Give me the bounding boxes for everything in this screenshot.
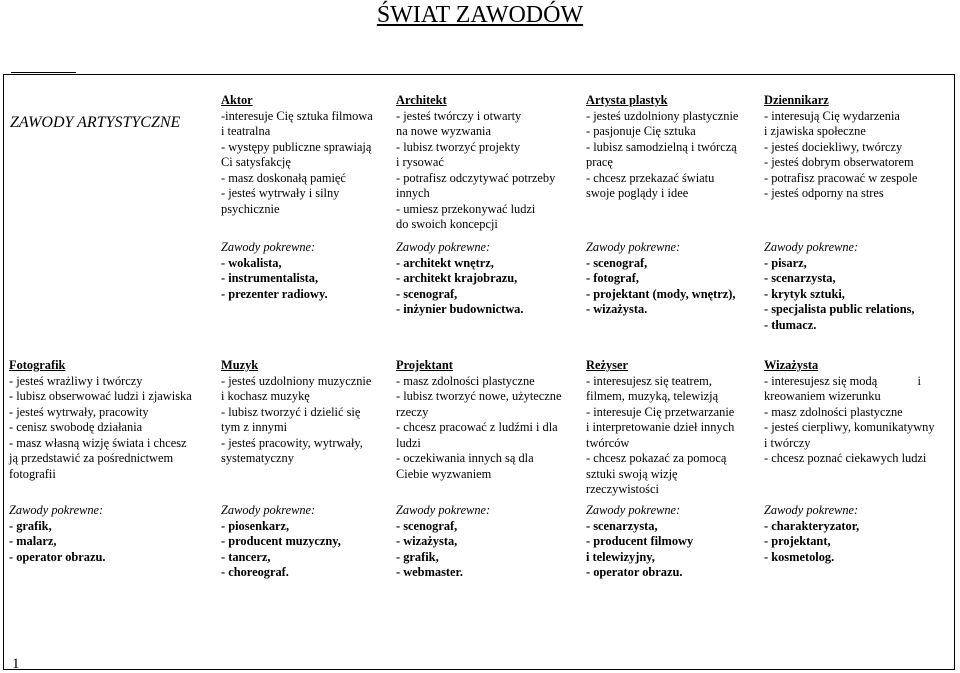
description-line: - masz doskonałą pamięć (221, 170, 346, 185)
description-line: Ciebie wyzwaniem (396, 466, 492, 481)
related-item: - operator obrazu. (586, 565, 683, 579)
related-item: - wokalista, (221, 255, 282, 270)
related-professions (764, 503, 859, 565)
description-line: - lubisz samodzielną i twórczą (586, 139, 737, 154)
related-item: - kosmetolog. (764, 549, 835, 564)
related-header: Zawody pokrewne: (764, 240, 859, 254)
description-line: rzeczy (396, 404, 429, 419)
related-professions (396, 240, 523, 318)
related-header: Zawody pokrewne: (764, 503, 859, 517)
page-title: ŚWIAT ZAWODÓW (376, 2, 584, 28)
description-line: - interesujesz się modą i (764, 373, 921, 388)
profession-name: Dziennikarz (764, 93, 829, 107)
profession-dziennikarz (764, 93, 917, 202)
profession-name: Architekt (396, 93, 447, 107)
related-header: Zawody pokrewne: (396, 503, 491, 517)
divider (11, 72, 76, 73)
related-header: Zawody pokrewne: (221, 503, 316, 517)
related-item: - projektant (mody, wnętrz), (586, 286, 736, 301)
description-line: i twórczy (764, 435, 811, 450)
related-professions (396, 503, 490, 581)
description-line: fotografii (9, 466, 56, 481)
related-item: i telewizyjny, (586, 549, 655, 564)
related-header: Zawody pokrewne: (586, 503, 681, 517)
related-header: Zawody pokrewne: (221, 240, 316, 254)
related-item: - scenograf, (396, 286, 458, 301)
profession-rezyser (586, 358, 734, 498)
profession-wizazysta (764, 358, 935, 467)
related-item: - grafik, (396, 549, 439, 564)
description-line: - jesteś uzdolniony plastycznie (586, 108, 739, 123)
description-line: - jesteś dobrym obserwatorem (764, 155, 914, 169)
description-line: i zjawiska społeczne (764, 124, 866, 138)
description-line: i interpretowanie dzieł innych (586, 420, 735, 434)
description-line: pracę (586, 155, 613, 169)
related-item: - instrumentalista, (221, 271, 319, 285)
profession-name: Projektant (396, 358, 453, 372)
description-line: - interesujesz się teatrem, (586, 373, 712, 388)
profession-name: Artysta plastyk (586, 93, 668, 107)
description-line: psychicznie (221, 201, 280, 216)
related-item: - architekt wnętrz, (396, 255, 494, 270)
profession-artysta-plastyk (586, 93, 738, 202)
description-line: - jesteś wrażliwy i twórczy (9, 373, 143, 388)
profession-name: Muzyk (221, 358, 259, 372)
description-line: - interesuje Cię przetwarzanie (586, 404, 735, 419)
related-item: - fotograf, (586, 271, 639, 285)
description-line: i rysować (396, 155, 444, 169)
profession-aktor (221, 93, 373, 217)
related-item: - scenarzysta, (586, 518, 658, 533)
related-item: - wizażysta, (396, 534, 458, 548)
related-item: - specjalista public relations, (764, 302, 915, 316)
section-label: ZAWODY ARTYSTYCZNE (10, 114, 181, 131)
profession-name: Aktor (221, 93, 253, 107)
related-item: - architekt krajobrazu, (396, 271, 518, 285)
description-line: do swoich koncepcji (396, 217, 498, 231)
description-line: - umiesz przekonywać ludzi (396, 201, 536, 216)
description-line: tym z innymi (221, 420, 288, 434)
description-line: - jesteś twórczy i otwarty (396, 108, 522, 123)
profession-projektant (396, 358, 561, 482)
description-line: - jesteś pracowity, wytrwały, (221, 435, 363, 450)
profession-name: Reżyser (586, 358, 628, 372)
description-line: - lubisz tworzyć projekty (396, 139, 521, 154)
related-professions (586, 503, 693, 581)
related-item: - malarz, (9, 534, 57, 548)
description-line: - pasjonuje Cię sztuka (586, 124, 696, 138)
related-item: - choreograf. (221, 565, 289, 579)
related-professions (586, 240, 735, 318)
related-header: Zawody pokrewne: (9, 503, 104, 517)
related-item: - tancerz, (221, 549, 271, 564)
description-line: - jesteś wytrwały i silny (221, 186, 340, 200)
description-line: swoje poglądy i idee (586, 186, 689, 200)
description-line: ludzi (396, 435, 421, 450)
description-line: - masz własną wizję świata i chcesz (9, 435, 187, 450)
description-line: - chcesz poznać ciekawych ludzi (764, 451, 927, 465)
profession-muzyk (221, 358, 371, 467)
related-item: - grafik, (9, 518, 52, 533)
description-line: - chcesz pracować z ludźmi i dla (396, 420, 558, 434)
related-item: - prezenter radiowy. (221, 286, 328, 301)
related-item: - webmaster. (396, 565, 463, 579)
related-item: - pisarz, (764, 255, 807, 270)
description-line: - masz zdolności plastyczne (396, 373, 535, 388)
description-line: innych (396, 186, 430, 200)
related-professions (764, 240, 915, 333)
description-line: - lubisz tworzyć nowe, użyteczne (396, 389, 562, 403)
description-line: - chcesz pokazać za pomocą (586, 451, 727, 465)
related-item: - scenarzysta, (764, 271, 836, 285)
related-professions (9, 503, 105, 565)
description-line: - lubisz tworzyć i dzielić się (221, 404, 361, 419)
description-line: - interesują Cię wydarzenia (764, 108, 900, 123)
description-line: - występy publiczne sprawiają (221, 139, 372, 154)
description-line: - jesteś wytrwały, pracowity (9, 404, 149, 419)
description-line: i kochasz muzykę (221, 389, 310, 403)
description-line: filmem, muzyką, telewizją (586, 389, 719, 403)
description-line: -interesuje Cię sztuka filmowa (221, 108, 373, 123)
related-professions (221, 503, 341, 581)
profession-fotografik (9, 358, 192, 482)
description-line: - masz zdolności plastyczne (764, 404, 903, 419)
related-item: - charakteryzator, (764, 518, 860, 533)
related-item: - piosenkarz, (221, 518, 290, 533)
description-line: twórców (586, 435, 630, 450)
profession-name: Wizażysta (764, 358, 819, 372)
related-item: - wizażysta. (586, 302, 648, 316)
description-line: - jesteś dociekliwy, twórczy (764, 139, 903, 154)
related-item: - producent filmowy (586, 534, 694, 548)
description-line: Ci satysfakcję (221, 155, 291, 169)
profession-name: Fotografik (9, 358, 66, 372)
related-item: - tłumacz. (764, 317, 817, 332)
description-line: - jesteś cierpliwy, komunikatywny (764, 420, 935, 434)
description-line: na nowe wyzwania (396, 124, 491, 138)
related-item: - projektant, (764, 534, 831, 548)
description-line: - chcesz przekazać światu (586, 170, 715, 185)
related-header: Zawody pokrewne: (586, 240, 681, 254)
description-line: - cenisz swobodę działania (9, 420, 143, 434)
description-line: - potrafisz odczytywać potrzeby (396, 170, 556, 185)
related-item: - operator obrazu. (9, 549, 106, 564)
related-header: Zawody pokrewne: (396, 240, 491, 254)
description-line: - oczekiwania innych są dla (396, 451, 534, 465)
description-line: kreowaniem wizerunku (764, 389, 881, 403)
page-number: 1 (12, 656, 20, 672)
description-line: - jesteś uzdolniony muzycznie (221, 373, 372, 388)
description-line: sztuki swoją wizję (586, 466, 678, 481)
related-item: - krytyk sztuki, (764, 286, 845, 301)
description-line: - jesteś odporny na stres (764, 186, 884, 200)
description-line: rzeczywistości (586, 482, 659, 496)
related-item: - producent muzyczny, (221, 534, 341, 548)
related-item: - scenograf, (396, 518, 458, 533)
related-professions (221, 240, 328, 302)
description-line: i teatralna (221, 124, 271, 138)
related-item: - inżynier budownictwa. (396, 302, 524, 316)
related-item: - scenograf, (586, 255, 648, 270)
description-line: - lubisz obserwować ludzi i zjawiska (9, 389, 192, 403)
description-line: ją przedstawić za pośrednictwem (9, 451, 174, 465)
description-line: systematyczny (221, 451, 294, 465)
description-line: - potrafisz pracować w zespole (764, 170, 918, 185)
profession-architekt (396, 93, 555, 233)
